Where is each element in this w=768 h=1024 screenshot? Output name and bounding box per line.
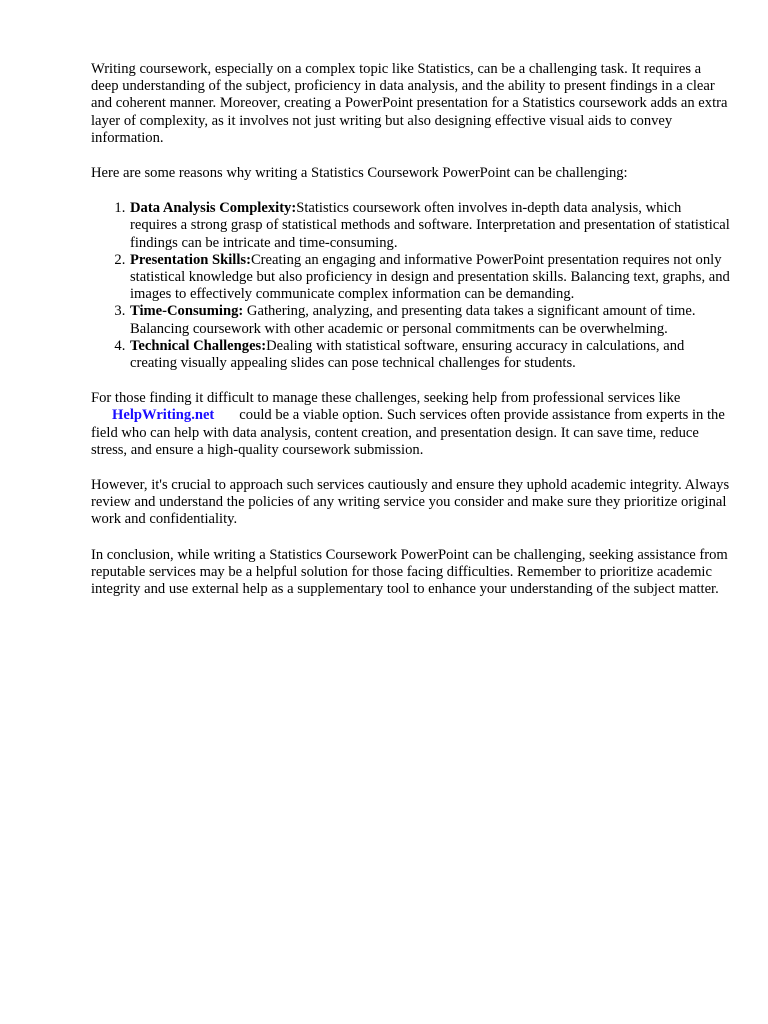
reason-text: Statistics coursework often involves in-depth data analysis, which requires a strong grasp of statistical methods and software. Interpretation and presentation of statistical findings can be intricate and time-consuming. bbox=[130, 200, 730, 251]
reason-term: Technical Challenges: bbox=[130, 337, 267, 354]
intro-paragraph: Writing coursework, especially on a complex topic like Statistics, can be a challenging task. It requires a deep understanding of the subject, proficiency in data analysis, and the ability to present findings in a clear and coherent manner. Moreover, creating a PowerPoint presentation for a Statistics coursework adds an extra layer of complexity, as it involves not just writing but also designing effective visual aids to convey information. bbox=[91, 61, 728, 146]
reason-text: Dealing with statistical software, ensuring accuracy in calculations, and creating visually appealing slides can pose technical challenges for students. bbox=[130, 337, 685, 372]
document-page bbox=[91, 61, 731, 616]
help-paragraph bbox=[91, 390, 731, 459]
conclusion-paragraph: In conclusion, while writing a Statistics Coursework PowerPoint can be challenging, seeking assistance from reputable services may be a helpful solution for those facing difficulties. Remember to prioritize academic integrity and use external help as a supplementary tool to enhance your understanding of the subject matter. bbox=[91, 546, 728, 598]
list-item bbox=[129, 303, 731, 337]
reason-term: Presentation Skills: bbox=[130, 251, 251, 268]
help-text-before: For those finding it difficult to manage these challenges, seeking help from professional services like bbox=[91, 390, 681, 407]
list-item bbox=[129, 200, 731, 252]
reason-term: Time-Consuming: bbox=[130, 303, 244, 320]
helpwriting-link[interactable]: HelpWriting.net bbox=[112, 407, 215, 424]
reason-text: Creating an engaging and informative PowerPoint presentation requires not only statistical knowledge but also proficiency in design and presentation skills. Balancing text, graphs, and images to effectively communicate complex information can be demanding. bbox=[130, 251, 730, 303]
help-text-after: could be a viable option. Such services often provide assistance from experts in the field who can help with data analysis, content creation, and presentation design. It can save time, reduce stress, and ensure a high-quality coursework submission. bbox=[91, 407, 725, 458]
reason-text: Gathering, analyzing, and presenting data takes a significant amount of time. Balancing coursework with other academic or personal commitments can be overwhelming. bbox=[130, 303, 696, 337]
reason-term: Data Analysis Complexity: bbox=[130, 200, 297, 217]
list-item bbox=[129, 252, 731, 304]
caution-paragraph: However, it's crucial to approach such services cautiously and ensure they uphold academic integrity. Always review and understand the policies of any writing service you consider and make sure they prioritize original work and confidentiality. bbox=[91, 477, 730, 528]
reasons-intro-paragraph: Here are some reasons why writing a Statistics Coursework PowerPoint can be challenging: bbox=[91, 165, 628, 182]
list-item bbox=[129, 338, 731, 372]
reasons-list bbox=[91, 200, 731, 372]
